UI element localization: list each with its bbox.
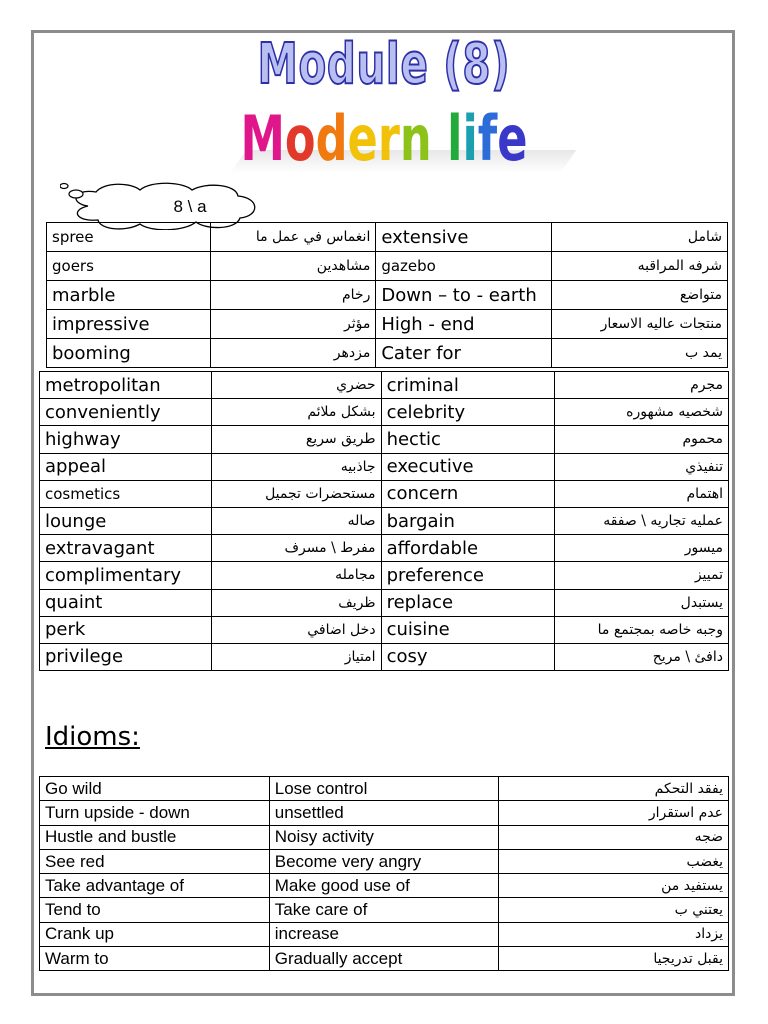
arabic-meaning: منتجات عاليه الاسعار (552, 310, 728, 339)
table-row (40, 372, 729, 399)
arabic-meaning: محموم (555, 426, 729, 453)
arabic-meaning: مزدهر (210, 339, 376, 368)
english-word: spree (47, 223, 211, 252)
english-word: goers (47, 252, 211, 281)
english-word: metropolitan (40, 372, 212, 399)
english-word: cosy (381, 643, 555, 670)
table-row (40, 453, 729, 480)
idiom-meaning: unsettled (269, 801, 499, 825)
table-row (40, 399, 729, 426)
arabic-meaning: جاذبيه (211, 453, 381, 480)
idiom-meaning: Noisy activity (269, 825, 499, 849)
english-word: booming (47, 339, 211, 368)
idiom-phrase: Go wild (40, 777, 270, 801)
subtitle-letter: l (447, 102, 463, 175)
idiom-phrase: Crank up (40, 922, 270, 946)
english-word: extravagant (40, 535, 212, 562)
english-word: replace (381, 589, 555, 616)
table-row (47, 339, 728, 368)
table-row (40, 507, 729, 534)
idiom-phrase: Take advantage of (40, 874, 270, 898)
english-word: marble (47, 281, 211, 310)
arabic-meaning: يعتني ب (499, 898, 729, 922)
arabic-meaning: مستحضرات تجميل (211, 480, 381, 507)
arabic-meaning: دخل اضافي (211, 616, 381, 643)
arabic-meaning: يقبل تدريجيا (499, 947, 729, 971)
idiom-meaning: Make good use of (269, 874, 499, 898)
table-row (40, 801, 729, 825)
arabic-meaning: انغماس في عمل ما (210, 223, 376, 252)
subtitle-letter: d (315, 102, 348, 175)
english-word: affordable (381, 535, 555, 562)
idiom-meaning: increase (269, 922, 499, 946)
english-word: complimentary (40, 562, 212, 589)
idiom-meaning: Become very angry (269, 849, 499, 873)
table-row (40, 898, 729, 922)
arabic-meaning: ضجه (499, 825, 729, 849)
arabic-meaning: ظريف (211, 589, 381, 616)
table-row (40, 426, 729, 453)
idiom-phrase: Hustle and bustle (40, 825, 270, 849)
idiom-phrase: Tend to (40, 898, 270, 922)
idiom-phrase: See red (40, 849, 270, 873)
english-word: perk (40, 616, 212, 643)
arabic-meaning: متواضع (552, 281, 728, 310)
subtitle-letter (432, 102, 448, 175)
subtitle-letter: f (477, 102, 498, 175)
table-row (47, 310, 728, 339)
table-row (40, 589, 729, 616)
english-word: privilege (40, 643, 212, 670)
arabic-meaning: دافئ \ مريح (555, 643, 729, 670)
section-label: 8 \ a (173, 197, 207, 216)
idioms-heading: Idioms: (45, 722, 140, 752)
arabic-meaning: رخام (210, 281, 376, 310)
arabic-meaning: وجبه خاصه بمجتمع ما (555, 616, 729, 643)
arabic-meaning: عمليه تجاريه \ صفقه (555, 507, 729, 534)
arabic-meaning: طريق سريع (211, 426, 381, 453)
english-word: highway (40, 426, 212, 453)
arabic-meaning: تنفيذي (555, 453, 729, 480)
english-word: Down – to - earth (376, 281, 552, 310)
arabic-meaning: شامل (552, 223, 728, 252)
english-word: concern (381, 480, 555, 507)
arabic-meaning: يمد ب (552, 339, 728, 368)
arabic-meaning: حضري (211, 372, 381, 399)
english-word: Cater for (376, 339, 552, 368)
table-row (47, 223, 728, 252)
idiom-meaning: Take care of (269, 898, 499, 922)
module-title: Module (8) (257, 32, 511, 97)
table-row (40, 616, 729, 643)
arabic-meaning: تمييز (555, 562, 729, 589)
table-row (40, 777, 729, 801)
arabic-meaning: عدم استقرار (499, 801, 729, 825)
table-row (40, 849, 729, 873)
arabic-meaning: مجامله (211, 562, 381, 589)
english-word: conveniently (40, 399, 212, 426)
arabic-meaning: امتياز (211, 643, 381, 670)
subtitle-letter: e (497, 102, 528, 175)
arabic-meaning: يستفيد من (499, 874, 729, 898)
idiom-phrase: Turn upside - down (40, 801, 270, 825)
arabic-meaning: يغضب (499, 849, 729, 873)
arabic-meaning: اهتمام (555, 480, 729, 507)
english-word: preference (381, 562, 555, 589)
subtitle-letter: n (399, 102, 432, 175)
arabic-meaning: بشكل ملائم (211, 399, 381, 426)
english-word: hectic (381, 426, 555, 453)
table-row (47, 281, 728, 310)
english-word: High - end (376, 310, 552, 339)
table-row (40, 562, 729, 589)
subtitle-letter: M (240, 102, 285, 175)
arabic-meaning: شخصيه مشهوره (555, 399, 729, 426)
english-word: quaint (40, 589, 212, 616)
arabic-meaning: يفقد التحكم (499, 777, 729, 801)
idiom-meaning: Lose control (269, 777, 499, 801)
table-row (40, 874, 729, 898)
table-row (40, 922, 729, 946)
table-row (40, 480, 729, 507)
english-word: executive (381, 453, 555, 480)
english-word: appeal (40, 453, 212, 480)
page-subtitle (108, 102, 661, 175)
arabic-meaning: يزداد (499, 922, 729, 946)
table-row (40, 643, 729, 670)
subtitle-letter: e (347, 102, 378, 175)
arabic-meaning: يستبدل (555, 589, 729, 616)
subtitle-letter: i (462, 102, 478, 175)
vocab-table-top (46, 222, 728, 368)
english-word: gazebo (376, 252, 552, 281)
english-word: criminal (381, 372, 555, 399)
subtitle-letter: o (284, 102, 316, 175)
english-word: extensive (376, 223, 552, 252)
table-row (40, 535, 729, 562)
english-word: celebrity (381, 399, 555, 426)
english-word: bargain (381, 507, 555, 534)
arabic-meaning: مفرط \ مسرف (211, 535, 381, 562)
english-word: cosmetics (40, 480, 212, 507)
idioms-table (39, 776, 729, 971)
arabic-meaning: مؤثر (210, 310, 376, 339)
arabic-meaning: مجرم (555, 372, 729, 399)
table-row (40, 947, 729, 971)
arabic-meaning: مشاهدين (210, 252, 376, 281)
arabic-meaning: صاله (211, 507, 381, 534)
vocab-table-main (39, 371, 729, 671)
idiom-phrase: Warm to (40, 947, 270, 971)
arabic-meaning: شرفه المراقبه (552, 252, 728, 281)
english-word: cuisine (381, 616, 555, 643)
english-word: impressive (47, 310, 211, 339)
english-word: lounge (40, 507, 212, 534)
table-row (40, 825, 729, 849)
table-row (47, 252, 728, 281)
subtitle-letter: r (377, 102, 400, 175)
arabic-meaning: ميسور (555, 535, 729, 562)
idiom-meaning: Gradually accept (269, 947, 499, 971)
